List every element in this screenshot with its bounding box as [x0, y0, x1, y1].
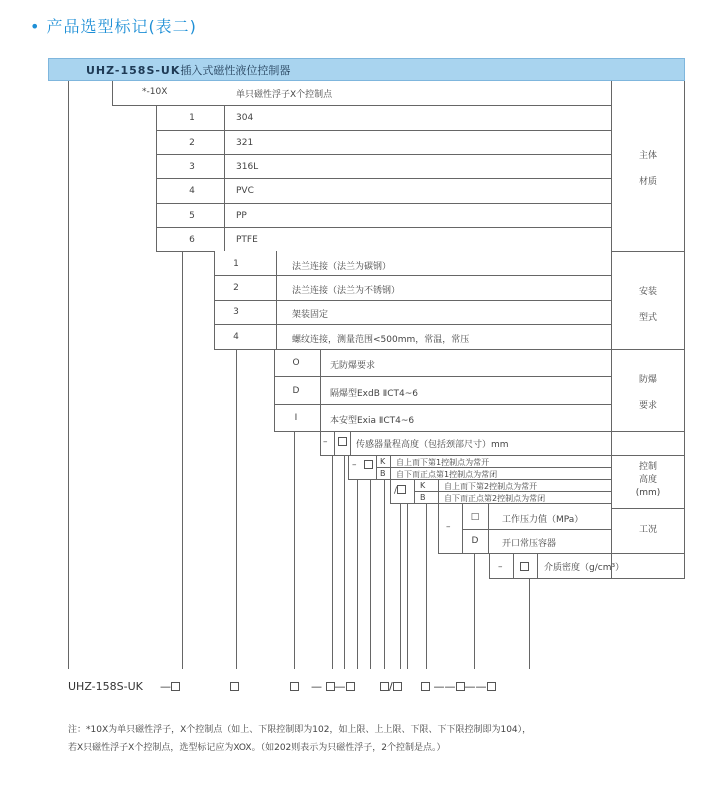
range-box: [338, 437, 347, 448]
header-title: [86, 62, 290, 78]
note-line: 若X只磁性浮子X个控制点，选型标记应为XOX。（如202则表示为只磁性浮子，2个控制是点。）: [68, 743, 446, 753]
density-box: [520, 562, 529, 573]
condition-code: □: [470, 512, 480, 522]
material-num: 1: [189, 113, 195, 123]
mounting-num: 2: [233, 283, 239, 293]
material-num: 3: [189, 162, 195, 172]
bullet-icon: •: [30, 17, 41, 36]
material-num: 4: [189, 186, 195, 196]
cp2-label-b: 自下而正点第2控制点为常闭: [444, 494, 546, 503]
cp1-box: [364, 460, 373, 471]
mounting-label: 螺纹连接，测量范围<500mm，常温，常压: [292, 335, 470, 345]
float-desc: 单只磁性浮子X个控制点: [236, 90, 333, 100]
cp2-code-b: B: [420, 493, 426, 502]
cp2-code-k: K: [420, 481, 426, 490]
material-label: 304: [236, 113, 254, 123]
material-label: PVC: [236, 186, 254, 196]
mounting-num: 3: [233, 307, 239, 317]
mounting-label: 架装固定: [292, 310, 329, 320]
explosion-code: D: [292, 386, 300, 396]
explosion-code: I: [294, 413, 298, 423]
mounting-num: 1: [233, 259, 239, 269]
material-label: PP: [236, 211, 247, 221]
code-slot-points: /: [380, 680, 402, 693]
cp1-label-k: 自上而下第1控制点为常开: [396, 458, 490, 467]
mounting-num: 4: [233, 332, 239, 342]
cp1-code-b: B: [380, 469, 386, 478]
material-category: 主体 材质: [638, 151, 657, 187]
code-slot-explosion: [290, 680, 299, 693]
material-label: 321: [236, 138, 254, 148]
cp1-code-k: K: [380, 457, 386, 466]
explosion-code: O: [292, 358, 300, 368]
density-dash: –: [498, 562, 503, 572]
cp2-slash-box: /: [394, 485, 406, 496]
explosion-label: 无防爆要求: [330, 361, 376, 371]
condition-dash: –: [446, 522, 451, 532]
note-line: 注：*10X为单只磁性浮子，X个控制点（如上、下限控制即为102，如上限、上上限、下限、下下限控制即为104），: [68, 725, 532, 735]
material-num: 2: [189, 138, 195, 148]
cp1-dash: –: [352, 460, 357, 470]
cp1-label-b: 自下而正点第1控制点为常闭: [396, 470, 498, 479]
material-label: PTFE: [236, 235, 258, 245]
mounting-label: 法兰连接（法兰为碳钢）: [292, 262, 392, 272]
code-slot-mounting: [230, 680, 239, 693]
range-dash: –: [323, 437, 328, 447]
code-line-slots: —: [160, 680, 180, 693]
explosion-category: 防爆 要求: [638, 375, 657, 411]
range-label: 传感器量程高度（包括颈部尺寸）mm: [356, 440, 509, 450]
float-code: *-10X: [142, 87, 168, 97]
model-name: UHZ-158S-UK: [86, 64, 181, 77]
condition-code: D: [471, 536, 479, 546]
condition-label: 工作压力值（MPa）: [502, 515, 584, 525]
code-slot-conditions: —— ——: [421, 680, 496, 693]
material-num: 5: [189, 211, 195, 221]
cp2-label-k: 自上而下第2控制点为常开: [444, 482, 538, 491]
explosion-label: 隔爆型ExdB ⅡCT4~6: [330, 389, 418, 399]
code-line-model: UHZ-158S-UK: [68, 680, 143, 693]
mounting-label: 法兰连接（法兰为不锈钢）: [292, 286, 401, 296]
code-slot-range: — —: [311, 680, 355, 693]
condition-label: 开口常压容器: [502, 539, 557, 549]
conditions-category: 工况: [638, 525, 657, 535]
material-num: 6: [189, 235, 195, 245]
mounting-category: 安装 型式: [638, 287, 657, 323]
control-height-category: 控制 高度 (mm): [635, 462, 661, 498]
section-title: • 产品选型标记(表二): [30, 17, 197, 36]
product-name: 插入式磁性液位控制器: [180, 64, 291, 77]
material-label: 316L: [236, 162, 259, 172]
density-label: 介质密度（g/cm³）: [544, 563, 625, 573]
explosion-label: 本安型Exia ⅡCT4~6: [330, 416, 415, 426]
